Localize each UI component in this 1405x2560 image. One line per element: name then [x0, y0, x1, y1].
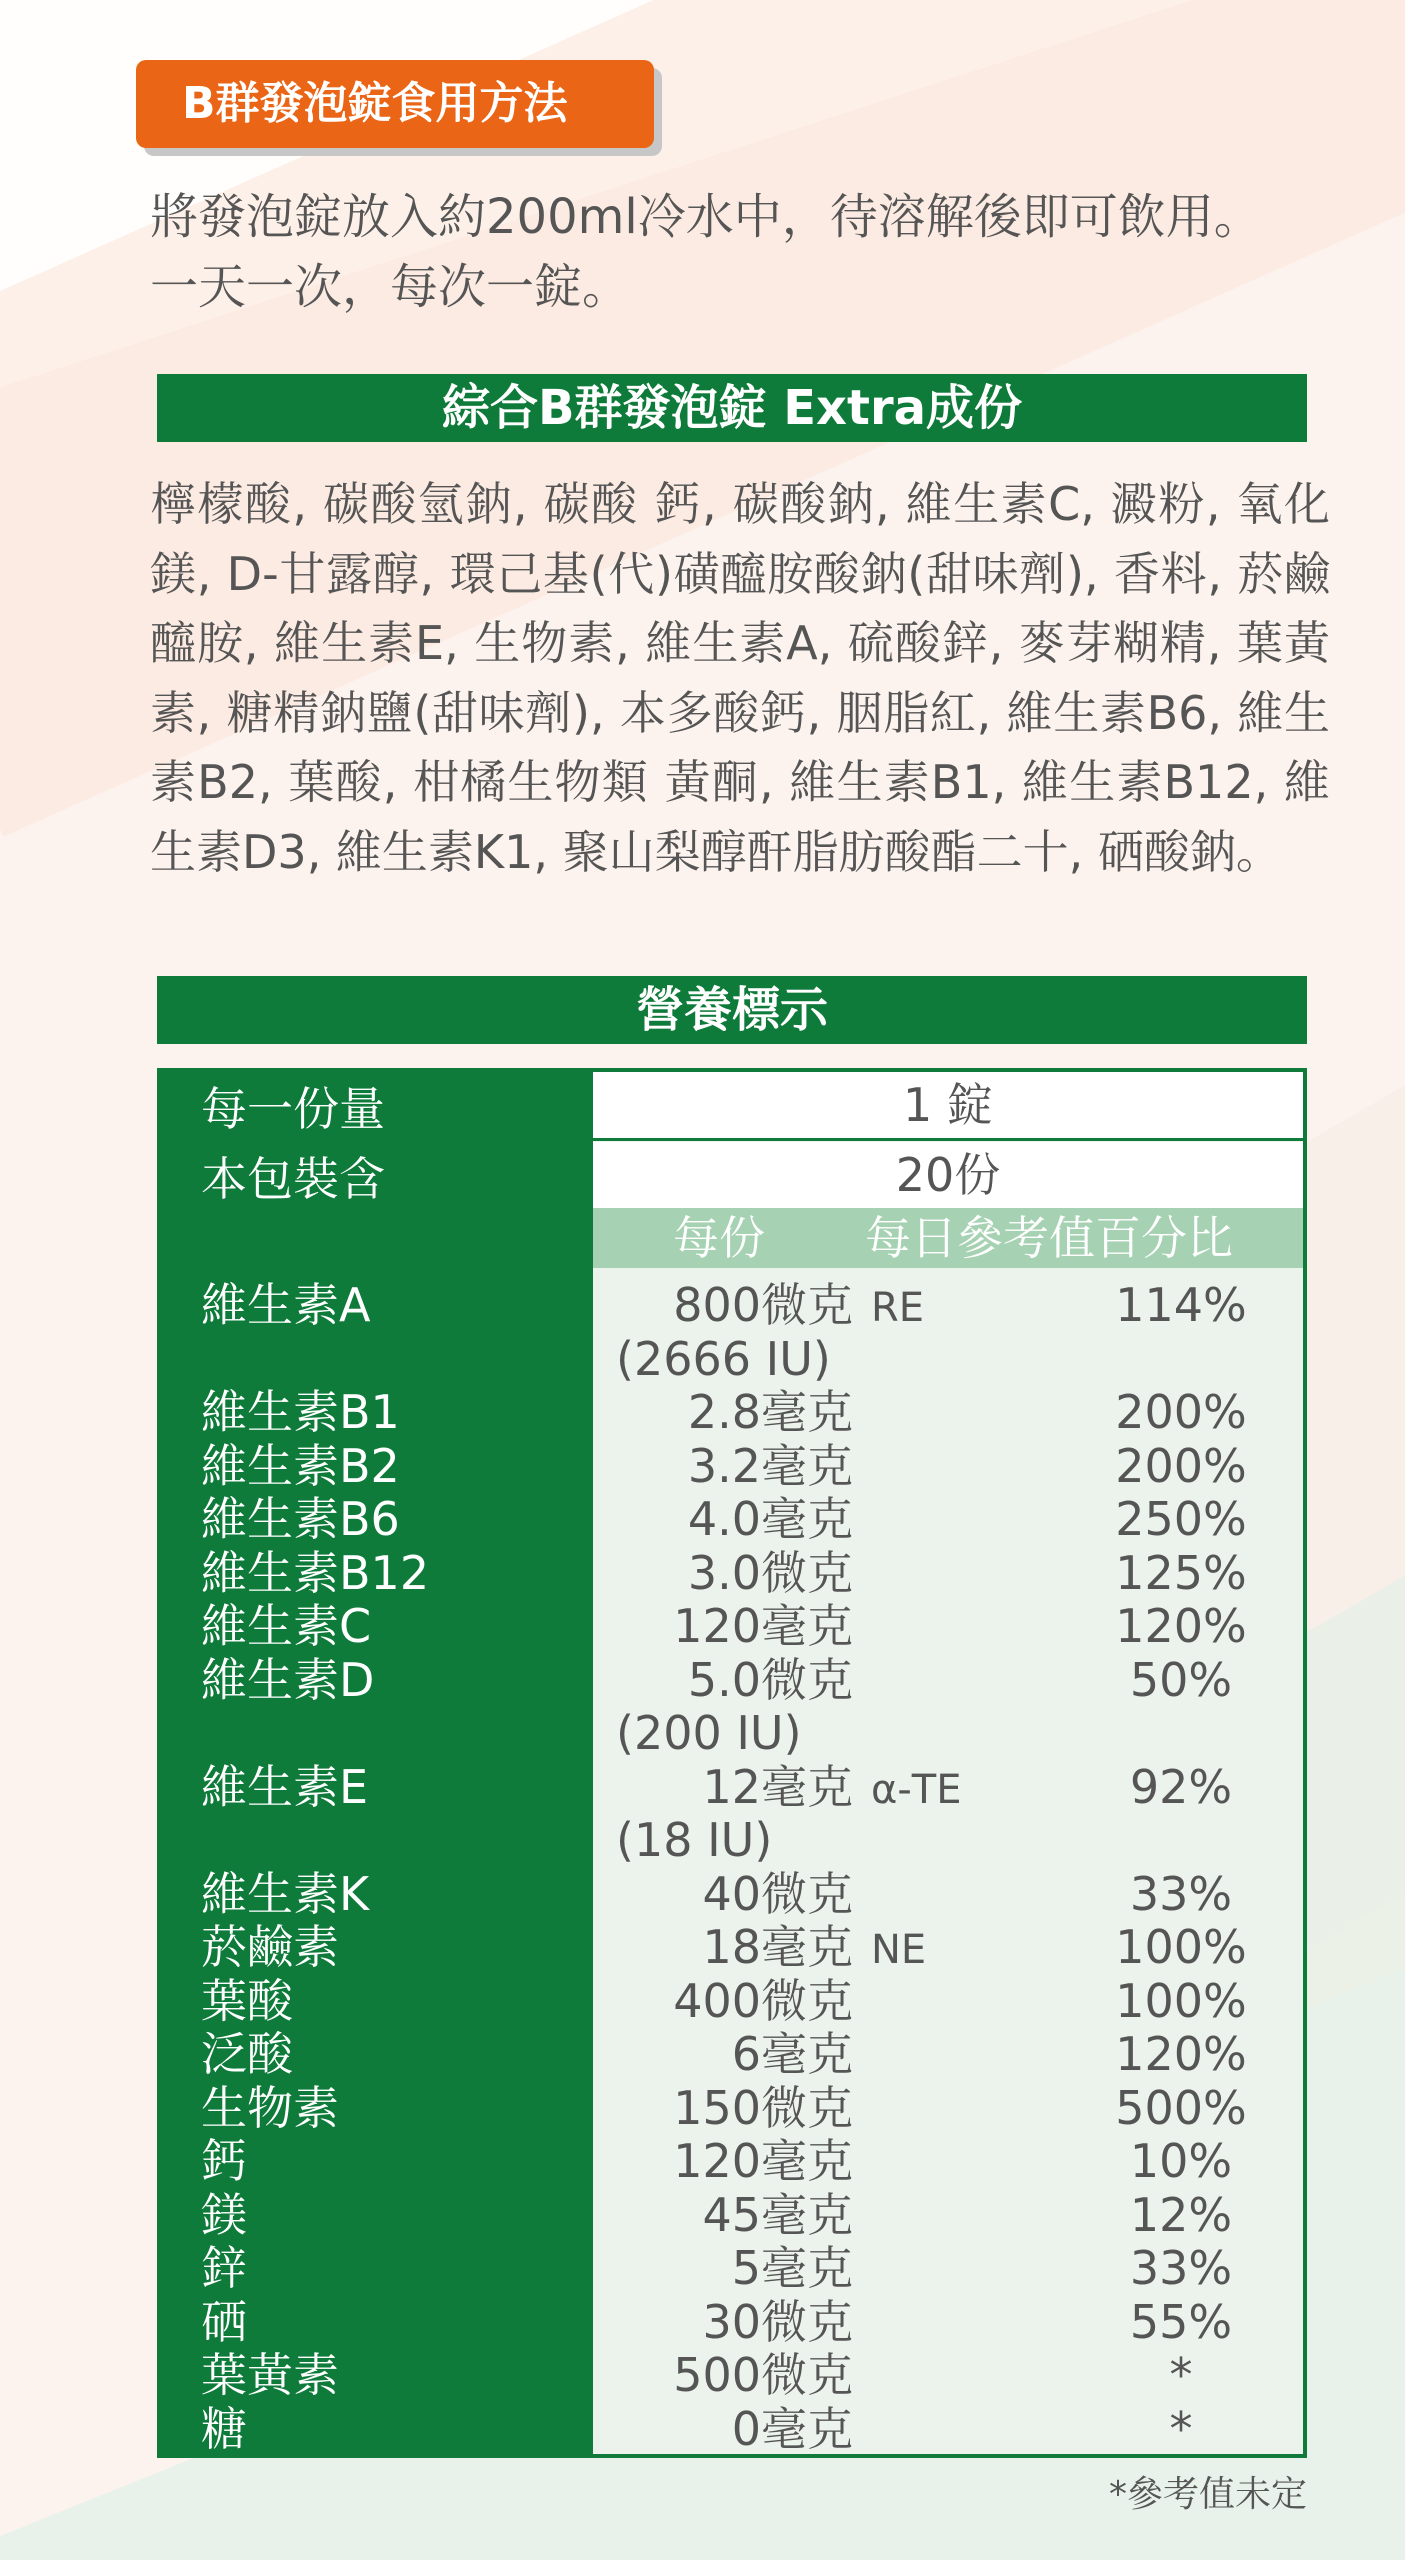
- amount-unit: 毫克: [761, 2134, 853, 2188]
- daily-value-percent: *: [1169, 2401, 1193, 2456]
- amount-unit: 微克: [761, 1973, 853, 2028]
- nutrient-name: 維生素D: [201, 1652, 375, 1707]
- amount-unit: 毫克: [761, 2401, 853, 2456]
- usage-line: 將發泡錠放入約200ml冷水中，待溶解後即可飲用。: [150, 189, 1262, 245]
- nutrient-amount: [611, 2348, 981, 2402]
- amount-unit: 毫克: [761, 2241, 853, 2295]
- amount-number: 150: [673, 2080, 761, 2135]
- nutrient-name: 維生素B2: [201, 1438, 400, 1493]
- amount-iu: (2666 IU): [616, 1331, 831, 1386]
- column-header-row: [593, 1208, 1303, 1268]
- nutrient-name: 鎂: [201, 2187, 247, 2242]
- amount-unit: 毫克: [761, 1438, 853, 1493]
- nutrient-amount: [611, 1974, 981, 2028]
- amount-number: 2.8: [687, 1385, 761, 1439]
- amount-suffix: NE: [871, 1927, 927, 1973]
- amount-number: 40: [702, 1866, 761, 1921]
- usage-tag: B群發泡錠食用方法: [136, 60, 654, 148]
- amount-number: 3.2: [687, 1438, 761, 1493]
- nutrient-amount: [611, 1439, 981, 1493]
- amount-iu: (18 IU): [616, 1813, 773, 1867]
- amount-number: 500: [673, 2348, 761, 2402]
- nutrient-name: 維生素C: [201, 1599, 372, 1653]
- daily-value-percent: 200%: [1115, 1438, 1247, 1493]
- usage-instructions: [150, 182, 1330, 322]
- nutrient-amount: [611, 2081, 981, 2135]
- amount-suffix: RE: [871, 1285, 925, 1331]
- daily-value-percent: 92%: [1129, 1759, 1233, 1814]
- nutrient-name: 維生素B1: [201, 1385, 400, 1439]
- amount-number: 18: [702, 1920, 761, 1974]
- daily-value-percent: 125%: [1115, 1545, 1247, 1600]
- amount-unit: 毫克: [761, 1385, 853, 1439]
- nutrient-amount: [611, 1760, 981, 1817]
- amount-number: 3.0: [687, 1545, 761, 1600]
- amount-number: 120: [673, 2134, 761, 2188]
- nutrient-amount: [611, 1278, 981, 1335]
- amount-number: 45: [702, 2187, 761, 2242]
- nutrition-title: 營養標示: [157, 976, 1307, 1044]
- nutrient-amount: [611, 1867, 981, 1921]
- nutrient-name: 維生素E: [201, 1759, 369, 1814]
- footnote: *參考值未定: [1108, 2474, 1307, 2515]
- nutrient-name: 維生素B12: [201, 1545, 430, 1600]
- amount-unit: 毫克: [761, 2027, 853, 2081]
- nutrient-amount: [611, 1653, 981, 1707]
- amount-unit: 微克: [761, 1652, 853, 1707]
- amount-number: 5: [731, 2241, 761, 2295]
- amount-suffix: α-TE: [871, 1766, 962, 1813]
- amount-unit: 微克: [761, 1866, 853, 1921]
- nutrient-amount: [611, 2134, 981, 2188]
- amount-number: 400: [673, 1973, 761, 2028]
- nutrient-name: 糖: [201, 2401, 247, 2456]
- nutrient-name: 鋅: [201, 2241, 247, 2295]
- daily-value-percent: 10%: [1129, 2134, 1233, 2188]
- amount-number: 6: [731, 2027, 761, 2081]
- amount-unit: 微克: [761, 1545, 853, 1600]
- daily-value-percent: 50%: [1129, 1652, 1233, 1707]
- amount-number: 5.0: [687, 1652, 761, 1707]
- daily-value-percent: *: [1169, 2348, 1193, 2402]
- daily-value-percent: 33%: [1129, 2241, 1233, 2295]
- nutrient-name: 葉酸: [201, 1973, 293, 2028]
- package-value: 20份: [593, 1142, 1303, 1208]
- daily-value-percent: 33%: [1129, 1866, 1233, 1921]
- nutrient-amount: [611, 2241, 981, 2295]
- nutrient-amount: [611, 1920, 981, 1977]
- nutrient-name: 維生素A: [201, 1278, 371, 1332]
- nutrient-name: 硒: [201, 2294, 247, 2349]
- amount-iu: (200 IU): [616, 1706, 802, 1760]
- daily-value-percent: 55%: [1129, 2294, 1233, 2349]
- daily-value-percent: 500%: [1115, 2080, 1247, 2135]
- amount-unit: 微克: [761, 2348, 853, 2402]
- amount-unit: 毫克: [761, 1920, 853, 1974]
- nutrient-name: 生物素: [201, 2080, 339, 2135]
- nutrient-name: 菸鹼素: [201, 1920, 339, 1974]
- nutrient-amount: [611, 2188, 981, 2242]
- nutrient-name: 葉黃素: [201, 2348, 339, 2402]
- serving-value: 1 錠: [593, 1072, 1303, 1141]
- nutrient-amount: [611, 2402, 981, 2456]
- usage-line: 一天一次，每次一錠。: [150, 259, 631, 315]
- amount-number: 800: [673, 1278, 761, 1332]
- amount-unit: 微克: [761, 1278, 853, 1332]
- amount-number: 120: [673, 1599, 761, 1653]
- ingredients-text: 檸檬酸, 碳酸氫鈉, 碳酸 鈣, 碳酸鈉, 維生素C, 澱粉, 氧化鎂, D-甘露醇, 環己基(代)磺醯胺酸鈉(甜味劑), 香料, 菸鹼醯胺, 維生素E, 生物素, 維生素A, 硫酸鋅, 麥芽糊精, 葉黃素, 糖精鈉鹽(甜味劑), 本多酸鈣, 胭脂紅, 維生素B6, 維生素B2, 葉酸, 柑橘生物類 黃酮, 維生素B1, 維生素B12, 維生素D3, 維生素K1, 聚山梨醇酐脂肪酸酯二十, 硒酸鈉。: [150, 477, 1330, 879]
- nutrient-name: 維生素K: [201, 1866, 370, 1921]
- nutrient-name: 鈣: [201, 2134, 247, 2188]
- amount-unit: 毫克: [761, 2187, 853, 2242]
- nutrient-amount: [611, 2295, 981, 2349]
- daily-value-percent: 120%: [1115, 1599, 1247, 1653]
- amount-unit: 毫克: [761, 1759, 853, 1814]
- amount-unit: 微克: [761, 2080, 853, 2135]
- daily-value-percent: 100%: [1115, 1973, 1247, 2028]
- daily-value-percent: 114%: [1115, 1278, 1247, 1332]
- nutrient-amount: [611, 1546, 981, 1600]
- daily-value-percent: 12%: [1129, 2187, 1233, 2242]
- daily-value-percent: 100%: [1115, 1920, 1247, 1974]
- nutrition-table: [157, 1068, 1307, 2458]
- amount-number: 12: [702, 1759, 761, 1814]
- amount-unit: 毫克: [761, 1492, 853, 1546]
- nutrient-amount: [611, 2027, 981, 2081]
- per-serving-header: 每份: [673, 1211, 765, 1265]
- amount-unit: 微克: [761, 2294, 853, 2349]
- nutrient-name: 泛酸: [201, 2027, 293, 2081]
- ingredients-title: 綜合B群發泡錠 Extra成份: [157, 374, 1307, 442]
- amount-number: 4.0: [687, 1492, 761, 1546]
- daily-value-percent: 200%: [1115, 1385, 1247, 1439]
- nutrient-amount: [611, 1492, 981, 1546]
- nutrient-name: 維生素B6: [201, 1492, 400, 1546]
- nutrient-amount: [611, 1385, 981, 1439]
- daily-value-percent: 250%: [1115, 1492, 1247, 1546]
- daily-pct-header: 每日參考值百分比: [865, 1211, 1233, 1265]
- daily-value-percent: 120%: [1115, 2027, 1247, 2081]
- amount-number: 0: [731, 2401, 761, 2456]
- nutrient-amount: [611, 1599, 981, 1653]
- serving-label: 每一份量: [201, 1082, 385, 1136]
- package-label: 本包裝含: [201, 1152, 385, 1206]
- amount-number: 30: [702, 2294, 761, 2349]
- amount-unit: 毫克: [761, 1599, 853, 1653]
